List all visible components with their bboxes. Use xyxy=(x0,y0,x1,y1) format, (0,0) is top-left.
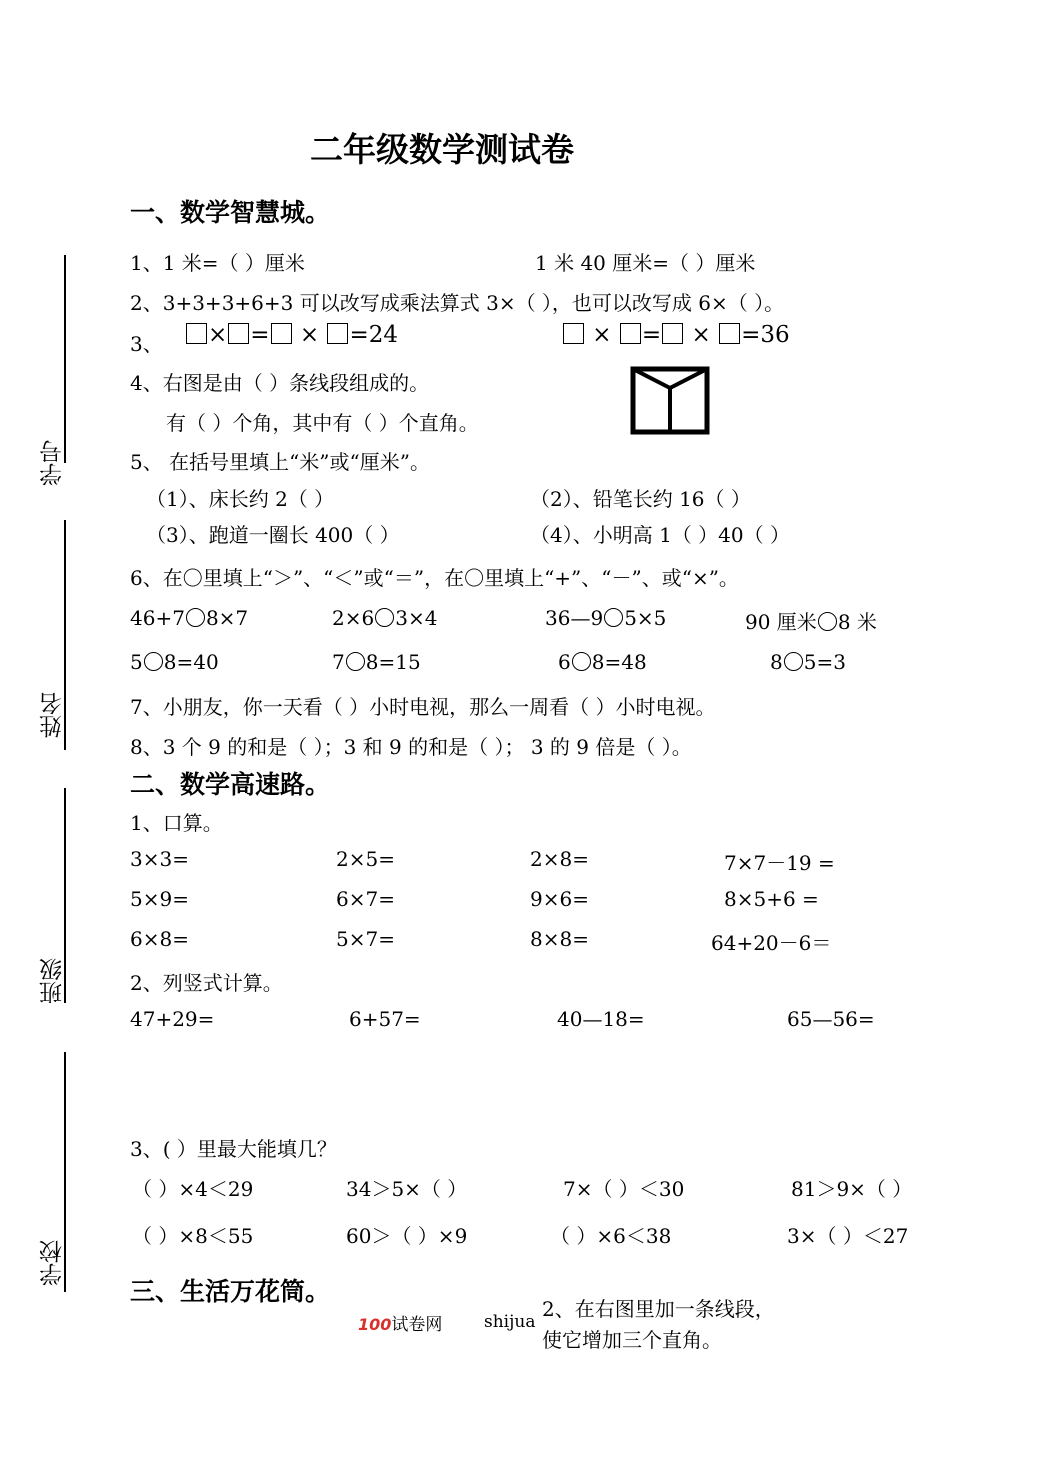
blank-box xyxy=(620,323,641,344)
circle-blank xyxy=(572,652,591,671)
q8: 8、3 个 9 的和是（ ）；3 和 9 的和是（ ）； 3 的 9 倍是（ ）。 xyxy=(130,735,692,759)
circle-blank xyxy=(144,652,163,671)
s2-q2: 2、列竖式计算。 xyxy=(130,971,283,995)
watermark xyxy=(358,1310,442,1335)
oral-r2c1: 5×9= xyxy=(130,887,189,911)
blank-box xyxy=(271,323,292,344)
fill-r2c3: （ ）×6＜38 xyxy=(550,1224,672,1248)
s3-q2b: 使它增加三个直角。 xyxy=(542,1328,722,1352)
q5-2: （2）、铅笔长约 16（ ） xyxy=(530,487,751,511)
oral-r2c3: 9×6= xyxy=(530,887,589,911)
q3b-result: =36 xyxy=(741,322,790,348)
fill-r1c4: 81＞9×（ ） xyxy=(791,1177,913,1201)
q1a: 1、1 米=（ ）厘米 xyxy=(130,251,305,275)
q1b: 1 米 40 厘米=（ ）厘米 xyxy=(535,251,756,275)
line-segment-figure xyxy=(630,366,712,436)
oral-r1c3: 2×8= xyxy=(530,847,589,871)
vertical-3: 40—18= xyxy=(557,1007,645,1031)
margin-line-1 xyxy=(64,255,66,463)
circle-blank xyxy=(375,608,394,627)
q2: 2、3+3+3+6+3 可以改写成乘法算式 3×（ ），也可以改写成 6×（ ）。 xyxy=(130,291,785,315)
q5: 5、 在括号里填上“米”或“厘米”。 xyxy=(130,450,430,474)
s2-q3: 3、( ）里最大能填几？ xyxy=(130,1137,337,1161)
q6-r2-4: 8 5=3 xyxy=(770,650,846,674)
q6-r2-3: 6 8=48 xyxy=(558,650,647,674)
fill-r2c2: 60＞（ ）×9 xyxy=(346,1224,468,1248)
fill-r1c3: 7×（ ）＜30 xyxy=(563,1177,685,1201)
vertical-4: 65—56= xyxy=(787,1007,875,1031)
oral-r1c1: 3×3= xyxy=(130,847,189,871)
q6-r1-4: 90 厘米 8 米 xyxy=(745,610,877,634)
section-1-heading: 一、数学智慧城。 xyxy=(130,198,331,227)
q7: 7、小朋友，你一天看（ ）小时电视，那么一周看（ ）小时电视。 xyxy=(130,695,716,719)
fill-r1c2: 34＞5×（ ） xyxy=(346,1177,468,1201)
q6-r1-2: 2×6 3×4 xyxy=(332,606,438,630)
blank-box xyxy=(186,323,207,344)
blank-box xyxy=(662,323,683,344)
blank-box xyxy=(719,323,740,344)
fill-r1c1: （ ）×4＜29 xyxy=(132,1177,254,1201)
school-label: 学校 xyxy=(40,1240,66,1286)
q4b: 有（ ）个角，其中有（ ）个直角。 xyxy=(166,411,479,435)
watermark-url: shijua xyxy=(484,1312,536,1332)
oral-r3c1: 6×8= xyxy=(130,927,189,951)
fill-r2c1: （ ）×8＜55 xyxy=(132,1224,254,1248)
q6-r2-2: 7 8=15 xyxy=(332,650,421,674)
fill-r2c4: 3×（ ）＜27 xyxy=(787,1224,909,1248)
q3-expression-a: × = × =24 xyxy=(185,322,398,348)
blank-box xyxy=(228,323,249,344)
circle-blank xyxy=(186,608,205,627)
number-label: 学号 xyxy=(40,440,66,486)
q3-expression-b: × = × =36 xyxy=(562,322,790,348)
vertical-1: 47+29= xyxy=(130,1007,215,1031)
blank-box xyxy=(563,323,584,344)
q6-r2-1: 5 8=40 xyxy=(130,650,219,674)
vertical-2: 6+57= xyxy=(349,1007,421,1031)
q4a: 4、右图是由（ ）条线段组成的。 xyxy=(130,371,430,395)
circle-blank xyxy=(346,652,365,671)
s3-q2a: 2、在右图里加一条线段， xyxy=(542,1297,775,1321)
oral-r2c4: 8×5+6 = xyxy=(724,887,819,911)
circle-blank xyxy=(604,608,623,627)
section-2-heading: 二、数学高速路。 xyxy=(130,770,331,799)
q6-r1-1: 46+7 8×7 xyxy=(130,606,249,630)
class-label: 班级 xyxy=(40,958,66,1004)
circle-blank xyxy=(818,612,837,631)
q6: 6、在〇里填上“＞”、“＜”或“＝”，在〇里填上“+”、“－”、或“×”。 xyxy=(130,566,739,590)
blank-box xyxy=(327,323,348,344)
oral-r3c2: 5×7= xyxy=(336,927,395,951)
q3a-result: =24 xyxy=(349,322,399,348)
oral-r3c4: 64+20－6＝ xyxy=(711,931,832,955)
q5-3: （3）、跑道一圈长 400（ ） xyxy=(146,523,400,547)
watermark-logo: 100 xyxy=(358,1315,392,1334)
oral-r1c4: 7×7－19 = xyxy=(724,851,835,875)
oral-r2c2: 6×7= xyxy=(336,887,395,911)
page-title: 二年级数学测试卷 xyxy=(310,130,574,169)
q5-1: （1）、床长约 2（ ） xyxy=(146,487,335,511)
q6-r1-3: 36—9 5×5 xyxy=(545,606,667,630)
oral-r3c3: 8×8= xyxy=(530,927,589,951)
s2-q1: 1、口算。 xyxy=(130,811,223,835)
oral-r1c2: 2×5= xyxy=(336,847,395,871)
circle-blank xyxy=(784,652,803,671)
watermark-text: 试卷网 xyxy=(391,1315,443,1335)
q5-4: （4）、小明高 1（ ）40（ ） xyxy=(530,523,790,547)
q3-label: 3、 xyxy=(130,332,163,356)
section-3-heading: 三、生活万花筒。 xyxy=(130,1277,331,1306)
name-label: 姓名 xyxy=(40,692,66,738)
